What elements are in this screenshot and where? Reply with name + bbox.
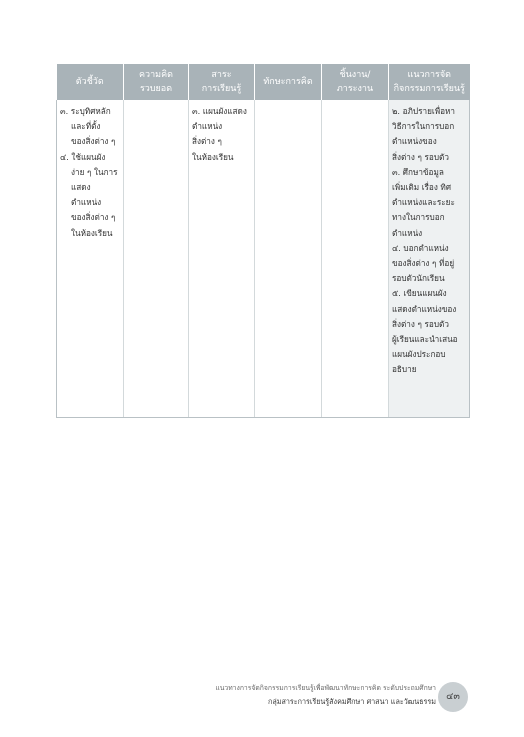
cell-concept (124, 100, 189, 418)
activity-line: ทางในการบอก (392, 212, 445, 223)
indicator-line: ในห้องเรียน (71, 227, 113, 238)
cell-content (189, 100, 255, 418)
header-tasks: ชิ้นงาน/ ภาระงาน (322, 64, 389, 100)
content-line: ตำแหน่ง (192, 121, 223, 132)
indicator-line: ๔. ใช้แผนผัง (60, 151, 106, 162)
curriculum-table-container (56, 64, 469, 418)
activity-line: เพิ่มเติม เรื่อง ทิศ (392, 182, 452, 193)
activity-line: ตำแหน่ง (392, 227, 423, 238)
activity-line: ๒. อภิปรายเพื่อหา (392, 106, 456, 116)
cell-thinking-skills (255, 100, 322, 418)
cell-tasks (322, 100, 389, 418)
activity-line: รอบตัวนักเรียน (392, 273, 445, 284)
activity-line: สิ่งต่าง ๆ รอบตัว (392, 151, 449, 162)
header-concept: ความคิด รวบยอด (124, 64, 189, 100)
activity-line: ตำแหน่งของ (392, 136, 437, 147)
indicator-line: ของสิ่งต่าง ๆ (71, 136, 116, 147)
activity-line: อธิบาย (392, 364, 417, 375)
header-content: สาระ การเรียนรู้ (189, 64, 255, 100)
cell-activities (389, 100, 470, 418)
indicator-line: แสดง (71, 182, 91, 193)
activity-line: ผู้เรียนและนำเสนอ (392, 334, 458, 345)
content-line: สิ่งต่าง ๆ (192, 136, 222, 147)
footer-subject-group: กลุ่มสาระการเรียนรู้สังคมศึกษา ศาสนา และวัฒนธรรม (267, 697, 436, 706)
activity-line: วิธีการในการบอก (392, 121, 455, 132)
indicator-line: ของสิ่งต่าง ๆ (71, 212, 116, 223)
content-line: ในห้องเรียน (192, 151, 234, 162)
activity-line: สิ่งต่าง ๆ รอบตัว (392, 318, 449, 329)
content-line: ๓. แผนผังแสดง (192, 106, 247, 116)
footer-book-title: แนวทางการจัดกิจกรรมการเรียนรู้เพื่อพัฒนาทักษะการคิด ระดับประถมศึกษา (215, 684, 436, 692)
activity-line: ๔. บอกตำแหน่ง (392, 242, 449, 253)
activity-line: แผนผังประกอบ (392, 349, 446, 360)
activity-line: แสดงตำแหน่งของ (392, 303, 457, 314)
table-header-row (57, 64, 470, 100)
activity-line: ๕. เขียนแผนผัง (392, 288, 447, 299)
activity-line: ๓. ศึกษาข้อมูล (392, 166, 444, 177)
header-activities: แนวการจัด กิจกรรมการเรียนรู้ (389, 64, 470, 100)
page-number-badge: ๔๓ (438, 682, 468, 712)
cell-indicators (57, 100, 124, 418)
curriculum-table (56, 64, 470, 418)
activity-line: ตำแหน่งและระยะ (392, 197, 455, 208)
table-row (57, 100, 470, 418)
indicator-line: ตำแหน่ง (71, 197, 102, 208)
activity-line: ของสิ่งต่าง ๆ ที่อยู่ (392, 258, 455, 269)
page-footer (0, 678, 524, 718)
indicator-line: ง่าย ๆ ในการ (71, 166, 118, 177)
indicator-line: และที่ตั้ง (71, 121, 101, 132)
indicator-line: ๓. ระบุทิศหลัก (60, 106, 111, 116)
header-indicator: ตัวชี้วัด (57, 64, 124, 100)
header-thinking-skills: ทักษะการคิด (255, 64, 322, 100)
